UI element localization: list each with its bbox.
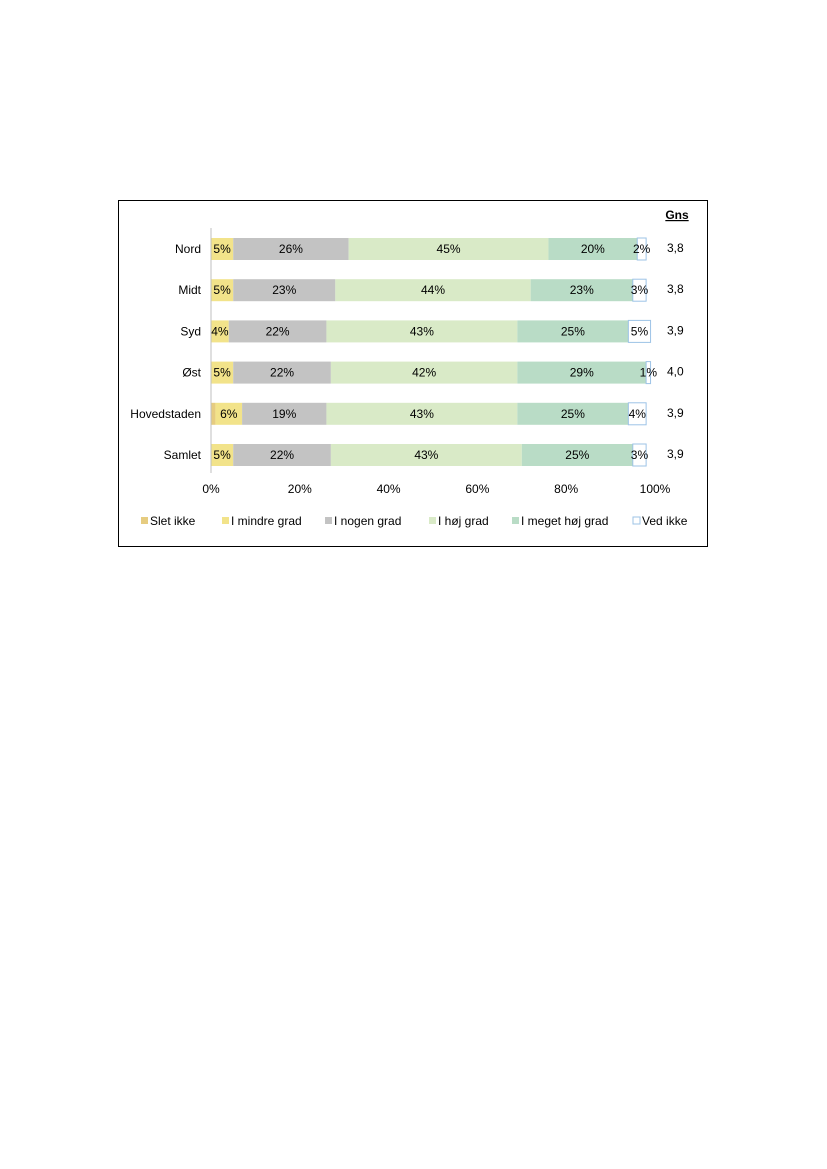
data-label: 44%	[420, 283, 446, 298]
legend-label: I høj grad	[438, 514, 489, 528]
legend-label: Ved ikke	[642, 514, 688, 528]
legend-swatch	[222, 517, 229, 524]
data-label: 23%	[569, 283, 594, 298]
category-label: Nord	[174, 242, 201, 256]
category-label: Øst	[182, 365, 201, 380]
data-label: 26%	[278, 242, 303, 256]
data-label: 3%	[630, 283, 649, 298]
legend-label: I meget høj grad	[521, 514, 609, 528]
average-value: 3,8	[667, 282, 684, 297]
average-value: 3,9	[667, 405, 684, 420]
data-label: 5%	[630, 324, 649, 339]
averages-title: Gns	[665, 208, 689, 222]
category-label: Syd	[180, 324, 201, 339]
data-label: 5%	[213, 242, 231, 256]
x-tick-label: 80%	[554, 482, 579, 496]
data-label: 22%	[270, 448, 295, 462]
data-label: 5%	[213, 365, 231, 380]
chart-frame	[118, 200, 708, 547]
average-value: 3,8	[667, 241, 684, 255]
x-tick-label: 40%	[376, 482, 401, 496]
x-tick-label: 0%	[202, 482, 220, 496]
average-value: 3,9	[667, 447, 684, 461]
category-label: Samlet	[163, 448, 201, 462]
data-label: 43%	[409, 406, 434, 421]
average-value: 3,9	[667, 323, 684, 338]
data-label: 23%	[272, 283, 297, 298]
data-label: 19%	[272, 406, 297, 421]
bar-segment	[211, 403, 215, 425]
x-tick-label: 100%	[639, 482, 671, 496]
category-label: Midt	[178, 283, 201, 298]
data-label: 25%	[560, 324, 585, 339]
average-value: 4,0	[667, 364, 684, 379]
legend-label: I nogen grad	[334, 514, 402, 528]
legend-swatch	[429, 517, 436, 524]
legend-swatch	[512, 517, 519, 524]
data-label: 6%	[220, 406, 238, 421]
category-label: Hovedstaden	[130, 406, 201, 421]
data-label: 25%	[560, 406, 585, 421]
data-label: 2%	[633, 242, 651, 256]
data-label: 3%	[630, 448, 649, 462]
x-tick-label: 60%	[465, 482, 490, 496]
data-label: 43%	[414, 448, 439, 462]
legend-swatch	[633, 517, 640, 524]
legend-swatch	[325, 517, 332, 524]
legend-swatch	[141, 517, 148, 524]
data-label: 43%	[409, 324, 434, 339]
data-label: 5%	[213, 283, 231, 298]
data-label: 4%	[628, 406, 646, 421]
data-label: 22%	[270, 365, 295, 380]
legend-label: I mindre grad	[231, 514, 302, 528]
x-tick-label: 20%	[287, 482, 312, 496]
data-label: 25%	[565, 448, 590, 462]
data-label: 1%	[639, 365, 658, 380]
data-label: 29%	[569, 365, 594, 380]
data-label: 4%	[211, 324, 229, 339]
data-label: 42%	[412, 365, 437, 380]
stacked-bar-chart	[119, 201, 706, 545]
data-label: 22%	[265, 324, 290, 339]
data-label: 45%	[436, 242, 461, 256]
data-label: 5%	[213, 448, 231, 462]
legend-label: Slet ikke	[150, 514, 196, 528]
data-label: 20%	[580, 242, 605, 256]
